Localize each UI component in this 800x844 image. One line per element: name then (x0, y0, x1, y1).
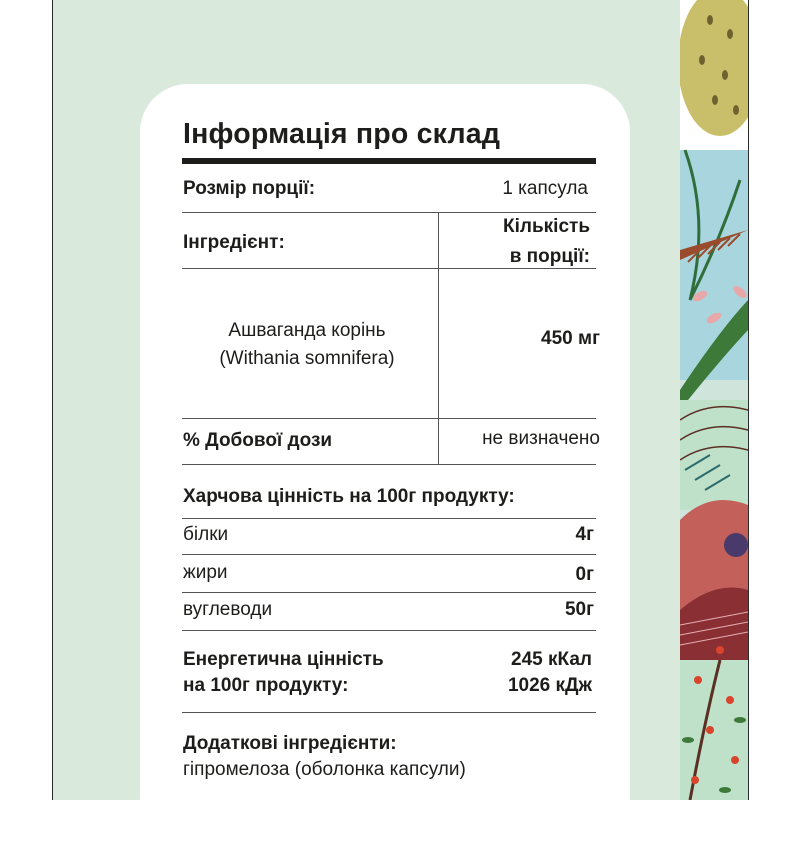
energy-kcal: 245 кКал (511, 649, 592, 670)
serving-size-label: Розмір порції: (183, 178, 316, 199)
energy-label-line1: Енергетична цінність (183, 649, 384, 670)
energy-label-line2: на 100г продукту: (183, 675, 349, 696)
divider (182, 630, 596, 631)
energy-kj: 1026 кДж (507, 675, 592, 696)
amount-header-line2: в порції: (509, 246, 590, 267)
divider (182, 518, 596, 519)
nutrition-row-value: 50г (564, 599, 594, 620)
nutrition-row-label: вуглеводи (183, 599, 273, 620)
column-divider (438, 212, 439, 464)
serving-size-value: 1 капсула (502, 178, 588, 199)
divider (182, 464, 596, 465)
divider (182, 592, 596, 593)
additional-heading: Додаткові інгредієнти: (183, 733, 397, 754)
right-margin (748, 0, 800, 800)
nutrition-row-value: 0г (575, 564, 594, 585)
divider (182, 212, 596, 213)
ingredient-name-line1: Ашваганда корінь (228, 320, 386, 341)
divider (182, 712, 596, 713)
divider (182, 554, 596, 555)
divider (182, 268, 596, 269)
daily-dose-label: % Добової дози (183, 430, 333, 451)
ingredient-header: Інгредієнт: (183, 232, 285, 253)
nutrition-row-label: жири (183, 562, 228, 583)
amount-header-line1: Кількість (503, 216, 590, 237)
additional-text: гіпромелоза (оболонка капсули) (183, 759, 466, 780)
nutrition-heading: Харчова цінність на 100г продукту: (183, 486, 515, 507)
nutrition-row-label: білки (183, 524, 229, 545)
botanical-illustration (680, 0, 748, 800)
nutrition-row-value: 4г (575, 524, 594, 545)
divider (182, 418, 596, 419)
title-divider (182, 158, 596, 164)
daily-dose-value: не визначено (482, 428, 600, 449)
ingredient-name-line2: (Withania somnifera) (219, 348, 395, 369)
page-title: Інформація про склад (183, 118, 501, 150)
ingredient-amount: 450 мг (541, 328, 600, 349)
